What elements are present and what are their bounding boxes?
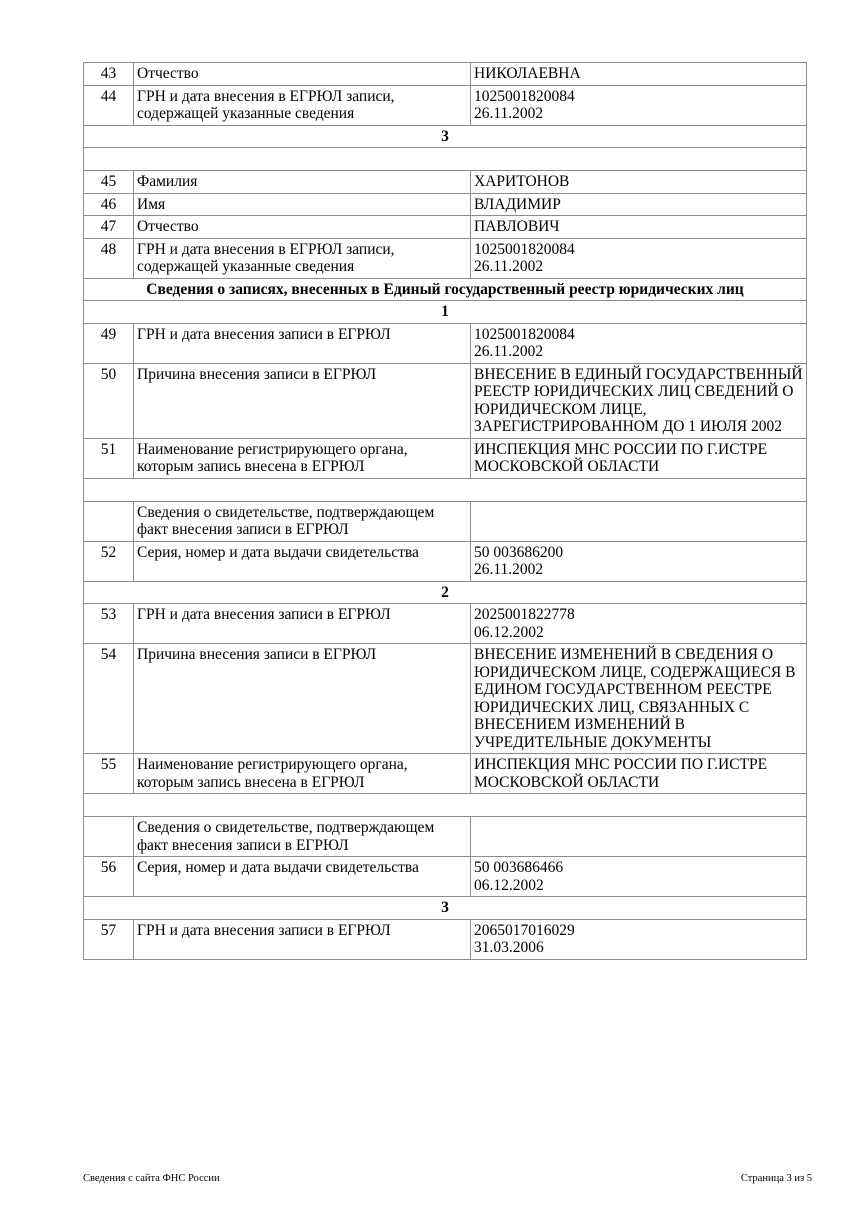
field-value <box>471 817 807 857</box>
field-value: ПАВЛОВИЧ <box>471 216 807 239</box>
row-number <box>84 501 134 541</box>
field-value: 1025001820084 26.11.2002 <box>471 323 807 363</box>
field-label: ГРН и дата внесения записи в ЕГРЮЛ <box>134 919 471 959</box>
field-value <box>471 501 807 541</box>
section-header: Сведения о записях, внесенных в Единый государственный реестр юридических лиц <box>84 278 807 301</box>
table-row <box>84 501 807 541</box>
field-value: 2025001822778 06.12.2002 <box>471 604 807 644</box>
blank-cell <box>84 794 807 817</box>
section-header-row <box>84 278 807 301</box>
table-row <box>84 754 807 794</box>
footer-page-number: Страница 3 из 5 <box>740 1173 812 1184</box>
section-header: 3 <box>84 897 807 920</box>
field-label: Причина внесения записи в ЕГРЮЛ <box>134 363 471 438</box>
table-row <box>84 238 807 278</box>
blank-cell <box>84 478 807 501</box>
field-value: ВНЕСЕНИЕ В ЕДИНЫЙ ГОСУДАРСТВЕННЫЙ РЕЕСТР ЮРИДИЧЕСКИХ ЛИЦ СВЕДЕНИЙ О ЮРИДИЧЕСКОМ ЛИЦЕ, ЗАРЕГИСТРИРОВАННОМ ДО 1 ИЮЛЯ 2002 <box>471 363 807 438</box>
field-label: Фамилия <box>134 171 471 194</box>
table-row <box>84 63 807 86</box>
table-row <box>84 171 807 194</box>
field-label: ГРН и дата внесения в ЕГРЮЛ записи, содержащей указанные сведения <box>134 85 471 125</box>
blank-cell <box>84 148 807 171</box>
field-label: Причина внесения записи в ЕГРЮЛ <box>134 644 471 754</box>
field-value: 50 003686466 06.12.2002 <box>471 857 807 897</box>
field-label: Серия, номер и дата выдачи свидетельства <box>134 541 471 581</box>
row-number: 55 <box>84 754 134 794</box>
table-row <box>84 438 807 478</box>
field-label: Наименование регистрирующего органа, которым запись внесена в ЕГРЮЛ <box>134 754 471 794</box>
row-number: 48 <box>84 238 134 278</box>
row-number: 44 <box>84 85 134 125</box>
table-row <box>84 857 807 897</box>
table-row <box>84 919 807 959</box>
field-label: ГРН и дата внесения записи в ЕГРЮЛ <box>134 323 471 363</box>
field-value: ВЛАДИМИР <box>471 193 807 216</box>
table-row <box>84 193 807 216</box>
field-value: ИНСПЕКЦИЯ МНС РОССИИ ПО Г.ИСТРЕ МОСКОВСКОЙ ОБЛАСТИ <box>471 438 807 478</box>
table-row <box>84 216 807 239</box>
egrul-records-table-body <box>84 63 807 960</box>
field-label: ГРН и дата внесения в ЕГРЮЛ записи, содержащей указанные сведения <box>134 238 471 278</box>
row-number: 51 <box>84 438 134 478</box>
table-row <box>84 85 807 125</box>
section-header: 3 <box>84 125 807 148</box>
row-number: 45 <box>84 171 134 194</box>
row-number: 52 <box>84 541 134 581</box>
section-header-row <box>84 301 807 324</box>
table-row <box>84 541 807 581</box>
section-header-row <box>84 897 807 920</box>
table-row <box>84 323 807 363</box>
field-value: ВНЕСЕНИЕ ИЗМЕНЕНИЙ В СВЕДЕНИЯ О ЮРИДИЧЕСКОМ ЛИЦЕ, СОДЕРЖАЩИЕСЯ В ЕДИНОМ ГОСУДАРСТВЕННОМ РЕЕСТРЕ ЮРИДИЧЕСКИХ ЛИЦ, СВЯЗАННЫХ С ВНЕСЕНИЕМ ИЗМЕНЕНИЙ В УЧРЕДИТЕЛЬНЫЕ ДОКУМЕНТЫ <box>471 644 807 754</box>
field-label: Серия, номер и дата выдачи свидетельства <box>134 857 471 897</box>
row-number: 47 <box>84 216 134 239</box>
blank-row <box>84 794 807 817</box>
field-value: ИНСПЕКЦИЯ МНС РОССИИ ПО Г.ИСТРЕ МОСКОВСКОЙ ОБЛАСТИ <box>471 754 807 794</box>
field-value: ХАРИТОНОВ <box>471 171 807 194</box>
table-row <box>84 817 807 857</box>
section-header: 2 <box>84 581 807 604</box>
field-label: Отчество <box>134 63 471 86</box>
row-number: 50 <box>84 363 134 438</box>
blank-row <box>84 478 807 501</box>
row-number: 56 <box>84 857 134 897</box>
field-label: Отчество <box>134 216 471 239</box>
row-number: 53 <box>84 604 134 644</box>
field-value: 1025001820084 26.11.2002 <box>471 238 807 278</box>
row-number: 49 <box>84 323 134 363</box>
section-header: 1 <box>84 301 807 324</box>
row-number: 46 <box>84 193 134 216</box>
table-row <box>84 363 807 438</box>
field-value: 50 003686200 26.11.2002 <box>471 541 807 581</box>
egrul-records-table <box>83 62 807 960</box>
section-header-row <box>84 125 807 148</box>
row-number: 57 <box>84 919 134 959</box>
blank-row <box>84 148 807 171</box>
row-number: 54 <box>84 644 134 754</box>
field-value: 1025001820084 26.11.2002 <box>471 85 807 125</box>
row-number <box>84 817 134 857</box>
field-label: Сведения о свидетельстве, подтверждающем факт внесения записи в ЕГРЮЛ <box>134 501 471 541</box>
field-label: Имя <box>134 193 471 216</box>
row-number: 43 <box>84 63 134 86</box>
field-value: НИКОЛАЕВНА <box>471 63 807 86</box>
section-header-row <box>84 581 807 604</box>
field-label: ГРН и дата внесения записи в ЕГРЮЛ <box>134 604 471 644</box>
footer-source: Сведения с сайта ФНС России <box>83 1173 220 1184</box>
table-row <box>84 604 807 644</box>
field-label: Наименование регистрирующего органа, которым запись внесена в ЕГРЮЛ <box>134 438 471 478</box>
field-value: 2065017016029 31.03.2006 <box>471 919 807 959</box>
table-row <box>84 644 807 754</box>
field-label: Сведения о свидетельстве, подтверждающем факт внесения записи в ЕГРЮЛ <box>134 817 471 857</box>
